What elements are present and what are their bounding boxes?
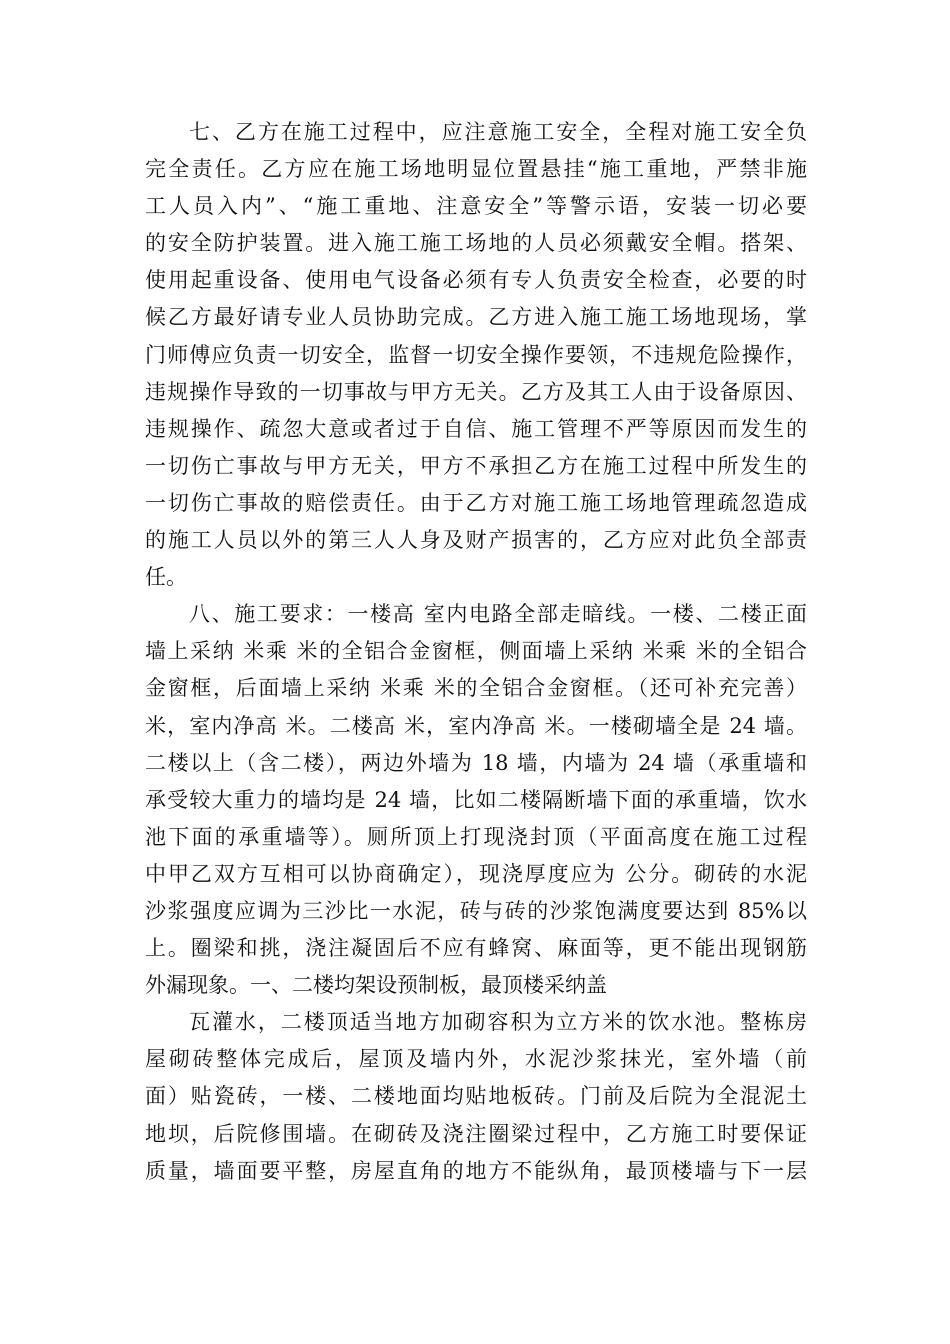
- paragraph-7-line-4: 的安全防护装置。进入施工施工场地的人员必须戴安全帽。搭架、: [145, 231, 807, 256]
- paragraph-8-line-2: 墙上采纳 米乘 米的全铝合金窗框，侧面墙上采纳 米乘 米的全铝合: [145, 639, 807, 664]
- paragraph-8-line-7: 池下面的承重墙等）。厕所顶上打现浇封顶（平面高度在施工过程: [145, 824, 807, 849]
- paragraph-9-line-4: 地坝，后院修围墙。在砌砖及浇注圈梁过程中，乙方施工时要保证: [145, 1121, 807, 1146]
- paragraph-7-line-11: 一切伤亡事故的赔偿责任。由于乙方对施工施工场地管理疏忽造成: [145, 490, 807, 515]
- paragraph-8-line-4: 米，室内净高 米。二楼高 米，室内净高 米。一楼砌墙全是 24 墙。: [145, 713, 807, 738]
- paragraph-9-line-5: 质量，墙面要平整，房屋直角的地方不能纵角，最顶楼墙与下一层: [145, 1158, 807, 1183]
- document-page: [145, 114, 807, 1190]
- paragraph-9-line-2: 屋砌砖整体完成后，屋顶及墙内外，水泥沙浆抹光，室外墙（前: [145, 1047, 807, 1072]
- paragraph-8-line-9: 沙浆强度应调为三沙比一水泥，砖与砖的沙浆饱满度要达到 85%以: [145, 898, 807, 923]
- paragraph-7-line-6: 候乙方最好请专业人员协助完成。乙方进入施工施工场地现场，掌: [145, 305, 807, 330]
- paragraph-7-line-5: 使用起重设备、使用电气设备必须有专人负责安全检查，必要的时: [145, 268, 807, 293]
- paragraph-8-line-3: 金窗框，后面墙上采纳 米乘 米的全铝合金窗框。（还可补充完善）: [145, 676, 807, 701]
- paragraph-8-line-6: 承受较大重力的墙均是 24 墙，比如二楼隔断墙下面的承重墙，饮水: [145, 787, 807, 812]
- paragraph-8-line-5: 二楼以上（含二楼），两边外墙为 18 墙，内墙为 24 墙（承重墙和: [145, 750, 807, 775]
- paragraph-7-line-8: 违规操作导致的一切事故与甲方无关。乙方及其工人由于设备原因、: [145, 379, 807, 404]
- paragraph-7-line-12: 的施工人员以外的第三人人身及财产损害的，乙方应对此负全部责: [145, 528, 807, 553]
- paragraph-9-line-3: 面）贴瓷砖，一楼、二楼地面均贴地板砖。门前及后院为全混泥土: [145, 1084, 807, 1109]
- paragraph-8-line-8: 中甲乙双方互相可以协商确定），现浇厚度应为 公分。砌砖的水泥: [145, 861, 807, 886]
- paragraph-7-line-10: 一切伤亡事故与甲方无关，甲方不承担乙方在施工过程中所发生的: [145, 453, 807, 478]
- paragraph-7-line-7: 门师傅应负责一切安全，监督一切安全操作要领，不违规危险操作，: [145, 342, 807, 367]
- paragraph-7-line-3: 工人员入内”、“施工重地、注意安全”等警示语，安装一切必要: [145, 194, 807, 219]
- paragraph-7-line-2: 完全责任。乙方应在施工场地明显位置悬挂“施工重地，严禁非施: [145, 157, 807, 182]
- paragraph-9-line-1: 瓦灌水，二楼顶适当地方加砌容积为立方米的饮水池。整栋房: [189, 1010, 807, 1035]
- paragraph-7-line-9: 违规操作、疏忽大意或者过于自信、施工管理不严等原因而发生的: [145, 416, 807, 441]
- paragraph-7-line-13: 任。: [145, 565, 187, 590]
- paragraph-8-line-11: 外漏现象。一、二楼均架设预制板，最顶楼采纳盖: [145, 973, 607, 998]
- paragraph-8-line-1: 八、施工要求：一楼高 室内电路全部走暗线。一楼、二楼正面: [189, 602, 807, 627]
- paragraph-7-line-1: 七、乙方在施工过程中，应注意施工安全，全程对施工安全负: [189, 120, 807, 144]
- paragraph-8-line-10: 上。圈梁和挑，浇注凝固后不应有蜂窝、麻面等，更不能出现钢筋: [145, 936, 807, 961]
